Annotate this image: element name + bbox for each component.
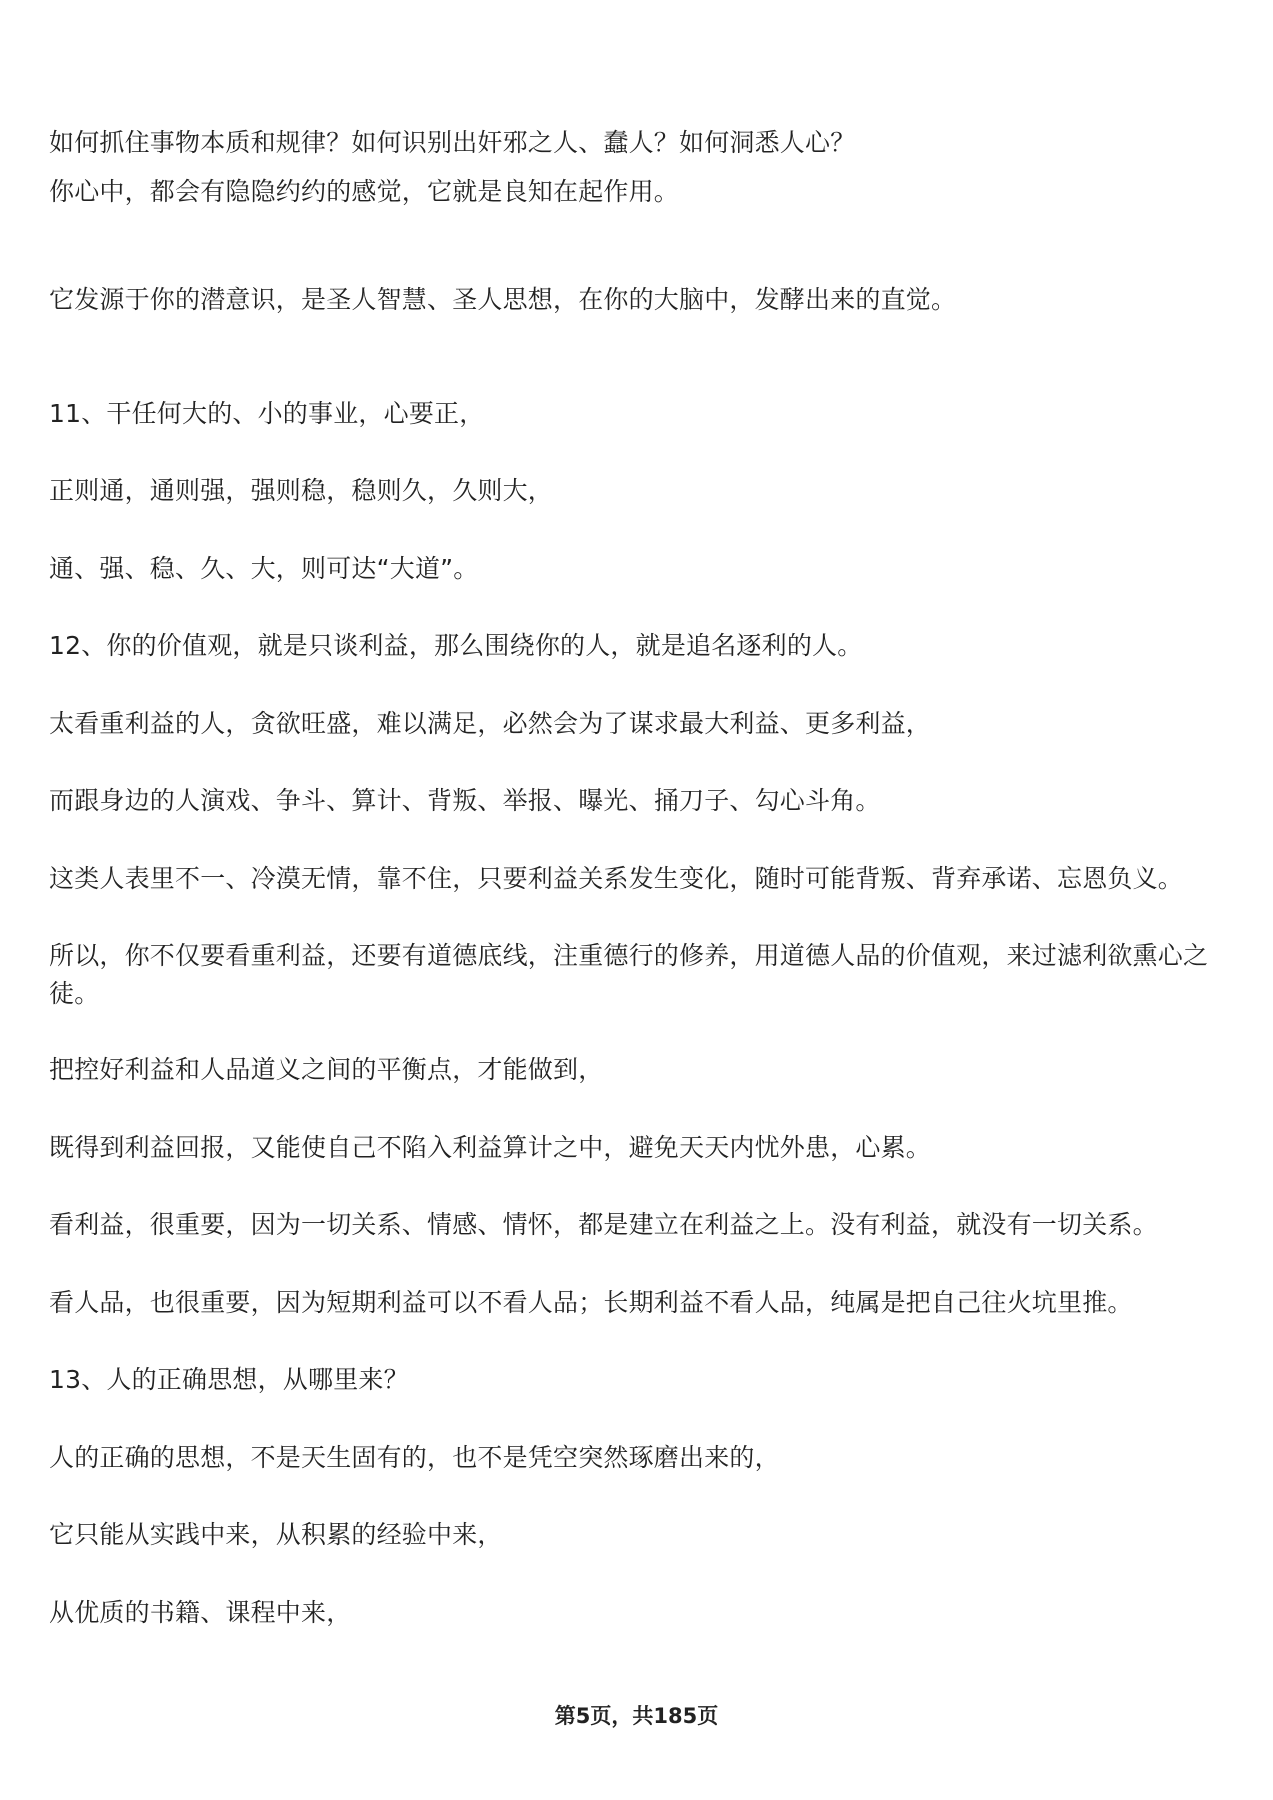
paragraph: 你心中，都会有隐隐约约的感觉，它就是良知在起作用。 [49,177,680,206]
paragraph: 它发源于你的潜意识，是圣人智慧、圣人思想，在你的大脑中，发酵出来的直觉。 [49,285,957,314]
paragraph: 既得到利益回报，又能使自己不陷入利益算计之中，避免天天内忧外患，心累。 [49,1133,932,1162]
paragraph: 看利益，很重要，因为一切关系、情感、情怀，都是建立在利益之上。没有利益，就没有一切关系。 [49,1210,1158,1239]
paragraph: 13、人的正确思想，从哪里来？ [49,1365,409,1394]
paragraph: 把控好利益和人品道义之间的平衡点，才能做到， [49,1055,604,1084]
paragraph: 而跟身边的人演戏、争斗、算计、背叛、举报、曝光、捅刀子、勾心斗角。 [49,786,881,815]
paragraph: 这类人表里不一、冷漠无情，靠不住，只要利益关系发生变化，随时可能背叛、背弃承诺、忘恩负义。 [49,864,1184,893]
paragraph: 通、强、稳、久、大，则可达“大道”。 [49,554,479,583]
paragraph: 从优质的书籍、课程中来， [49,1598,352,1627]
paragraph: 12、你的价值观，就是只谈利益，那么围绕你的人，就是追名逐利的人。 [49,631,863,660]
paragraph: 它只能从实践中来，从积累的经验中来， [49,1520,503,1549]
page-number-footer: 第5页，共185页 [554,1704,719,1728]
paragraph: 看人品，也很重要，因为短期利益可以不看人品；长期利益不看人品，纯属是把自己往火坑里推。 [49,1288,1133,1317]
paragraph: 人的正确的思想，不是天生固有的，也不是凭空突然琢磨出来的， [49,1443,780,1472]
paragraph: 如何抓住事物本质和规律？如何识别出奸邪之人、蠢人？如何洞悉人心？ [49,128,856,157]
paragraph: 所以，你不仅要看重利益，还要有道德底线，注重德行的修养，用道德人品的价值观，来过滤利欲熏心之徒。 [49,941,1209,1008]
paragraph: 太看重利益的人，贪欲旺盛，难以满足，必然会为了谋求最大利益、更多利益， [49,709,932,738]
paragraph: 正则通，通则强，强则稳，稳则久，久则大， [49,476,554,505]
paragraph: 11、干任何大的、小的事业，心要正， [49,399,485,428]
